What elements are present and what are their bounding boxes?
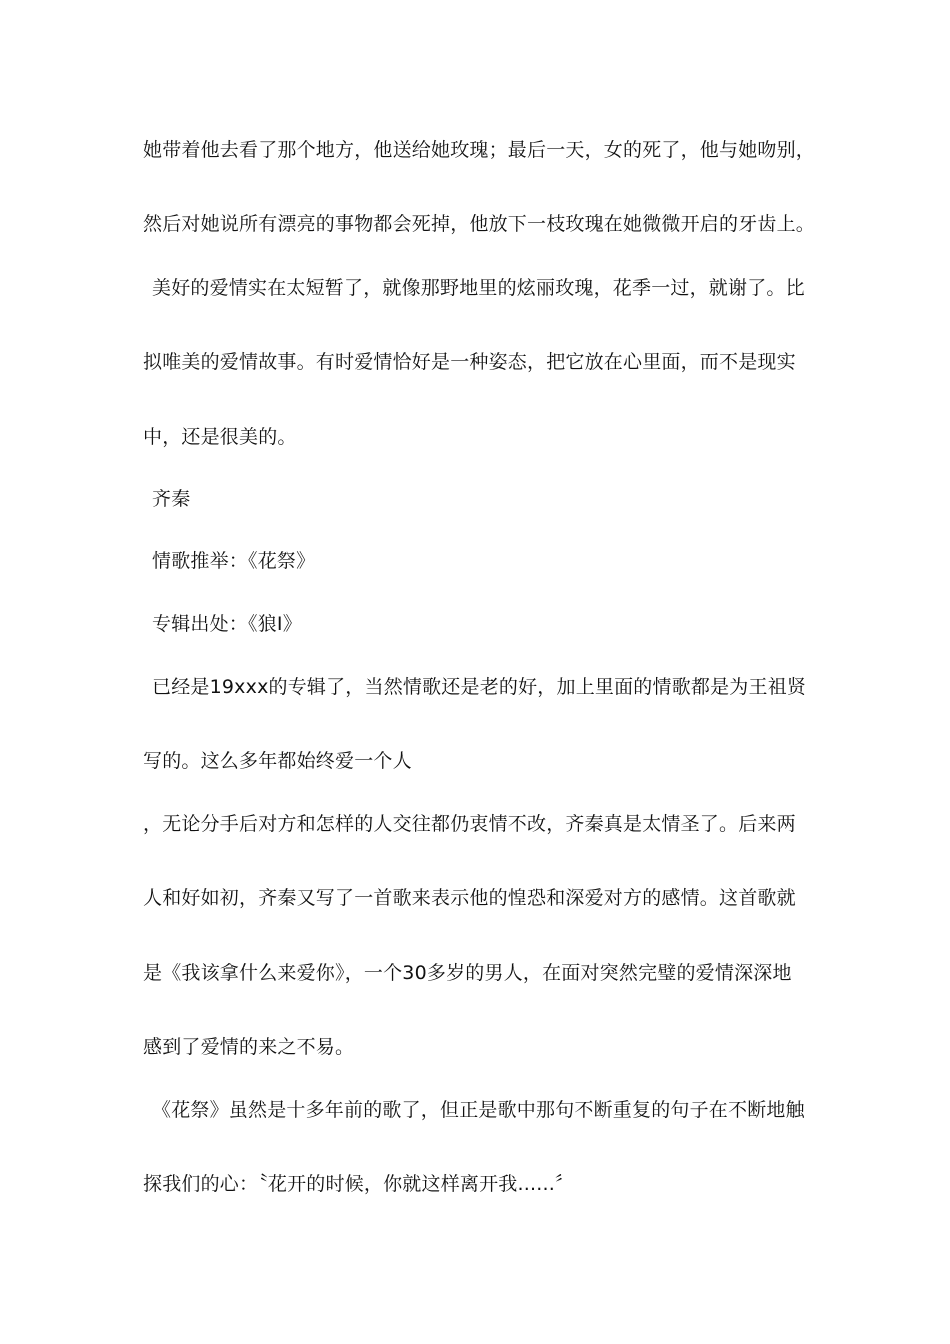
paragraph-line-10: 写的。这么多年都始终爱一个人 bbox=[143, 750, 412, 772]
song-recommendation: 情歌推举：《花祭》 bbox=[152, 550, 316, 572]
album-source: 专辑出处：《狼Ⅰ》 bbox=[152, 613, 302, 635]
paragraph-line-9: 已经是19xxx的专辑了，当然情歌还是老的好，加上里面的情歌都是为王祖贤 bbox=[152, 676, 807, 698]
paragraph-line-5: 中，还是很美的。 bbox=[143, 426, 297, 448]
paragraph-line-11: ，无论分手后对方和怎样的人交往都仍衷情不改，齐秦真是太情圣了。后来两 bbox=[143, 813, 796, 835]
paragraph-line-2: 然后对她说所有漂亮的事物都会死掉，他放下一枝玫瑰在她微微开启的牙齿上。 bbox=[143, 213, 816, 235]
paragraph-line-3: 美好的爱情实在太短暂了，就像那野地里的炫丽玫瑰，花季一过，就谢了。比 bbox=[152, 277, 805, 299]
paragraph-line-12: 人和好如初，齐秦又写了一首歌来表示他的惶恐和深爱对方的感情。这首歌就 bbox=[143, 887, 796, 909]
paragraph-line-4: 拟唯美的爱情故事。有时爱情恰好是一种姿态，把它放在心里面，而不是现实 bbox=[143, 351, 796, 373]
paragraph-line-1: 她带着他去看了那个地方，他送给她玫瑰；最后一天，女的死了，他与她吻别， bbox=[143, 139, 816, 161]
paragraph-line-13: 是《我该拿什么来爱你》，一个30多岁的男人，在面对突然完璧的爱情深深地 bbox=[143, 962, 792, 984]
artist-name: 齐秦 bbox=[152, 488, 191, 510]
paragraph-line-14: 感到了爱情的来之不易。 bbox=[143, 1036, 355, 1058]
paragraph-line-15: 《花祭》虽然是十多年前的歌了，但正是歌中那句不断重复的句子在不断地触 bbox=[152, 1099, 805, 1121]
paragraph-line-16: 探我们的心：〝花开的时候，你就这样离开我......〞 bbox=[143, 1173, 575, 1195]
